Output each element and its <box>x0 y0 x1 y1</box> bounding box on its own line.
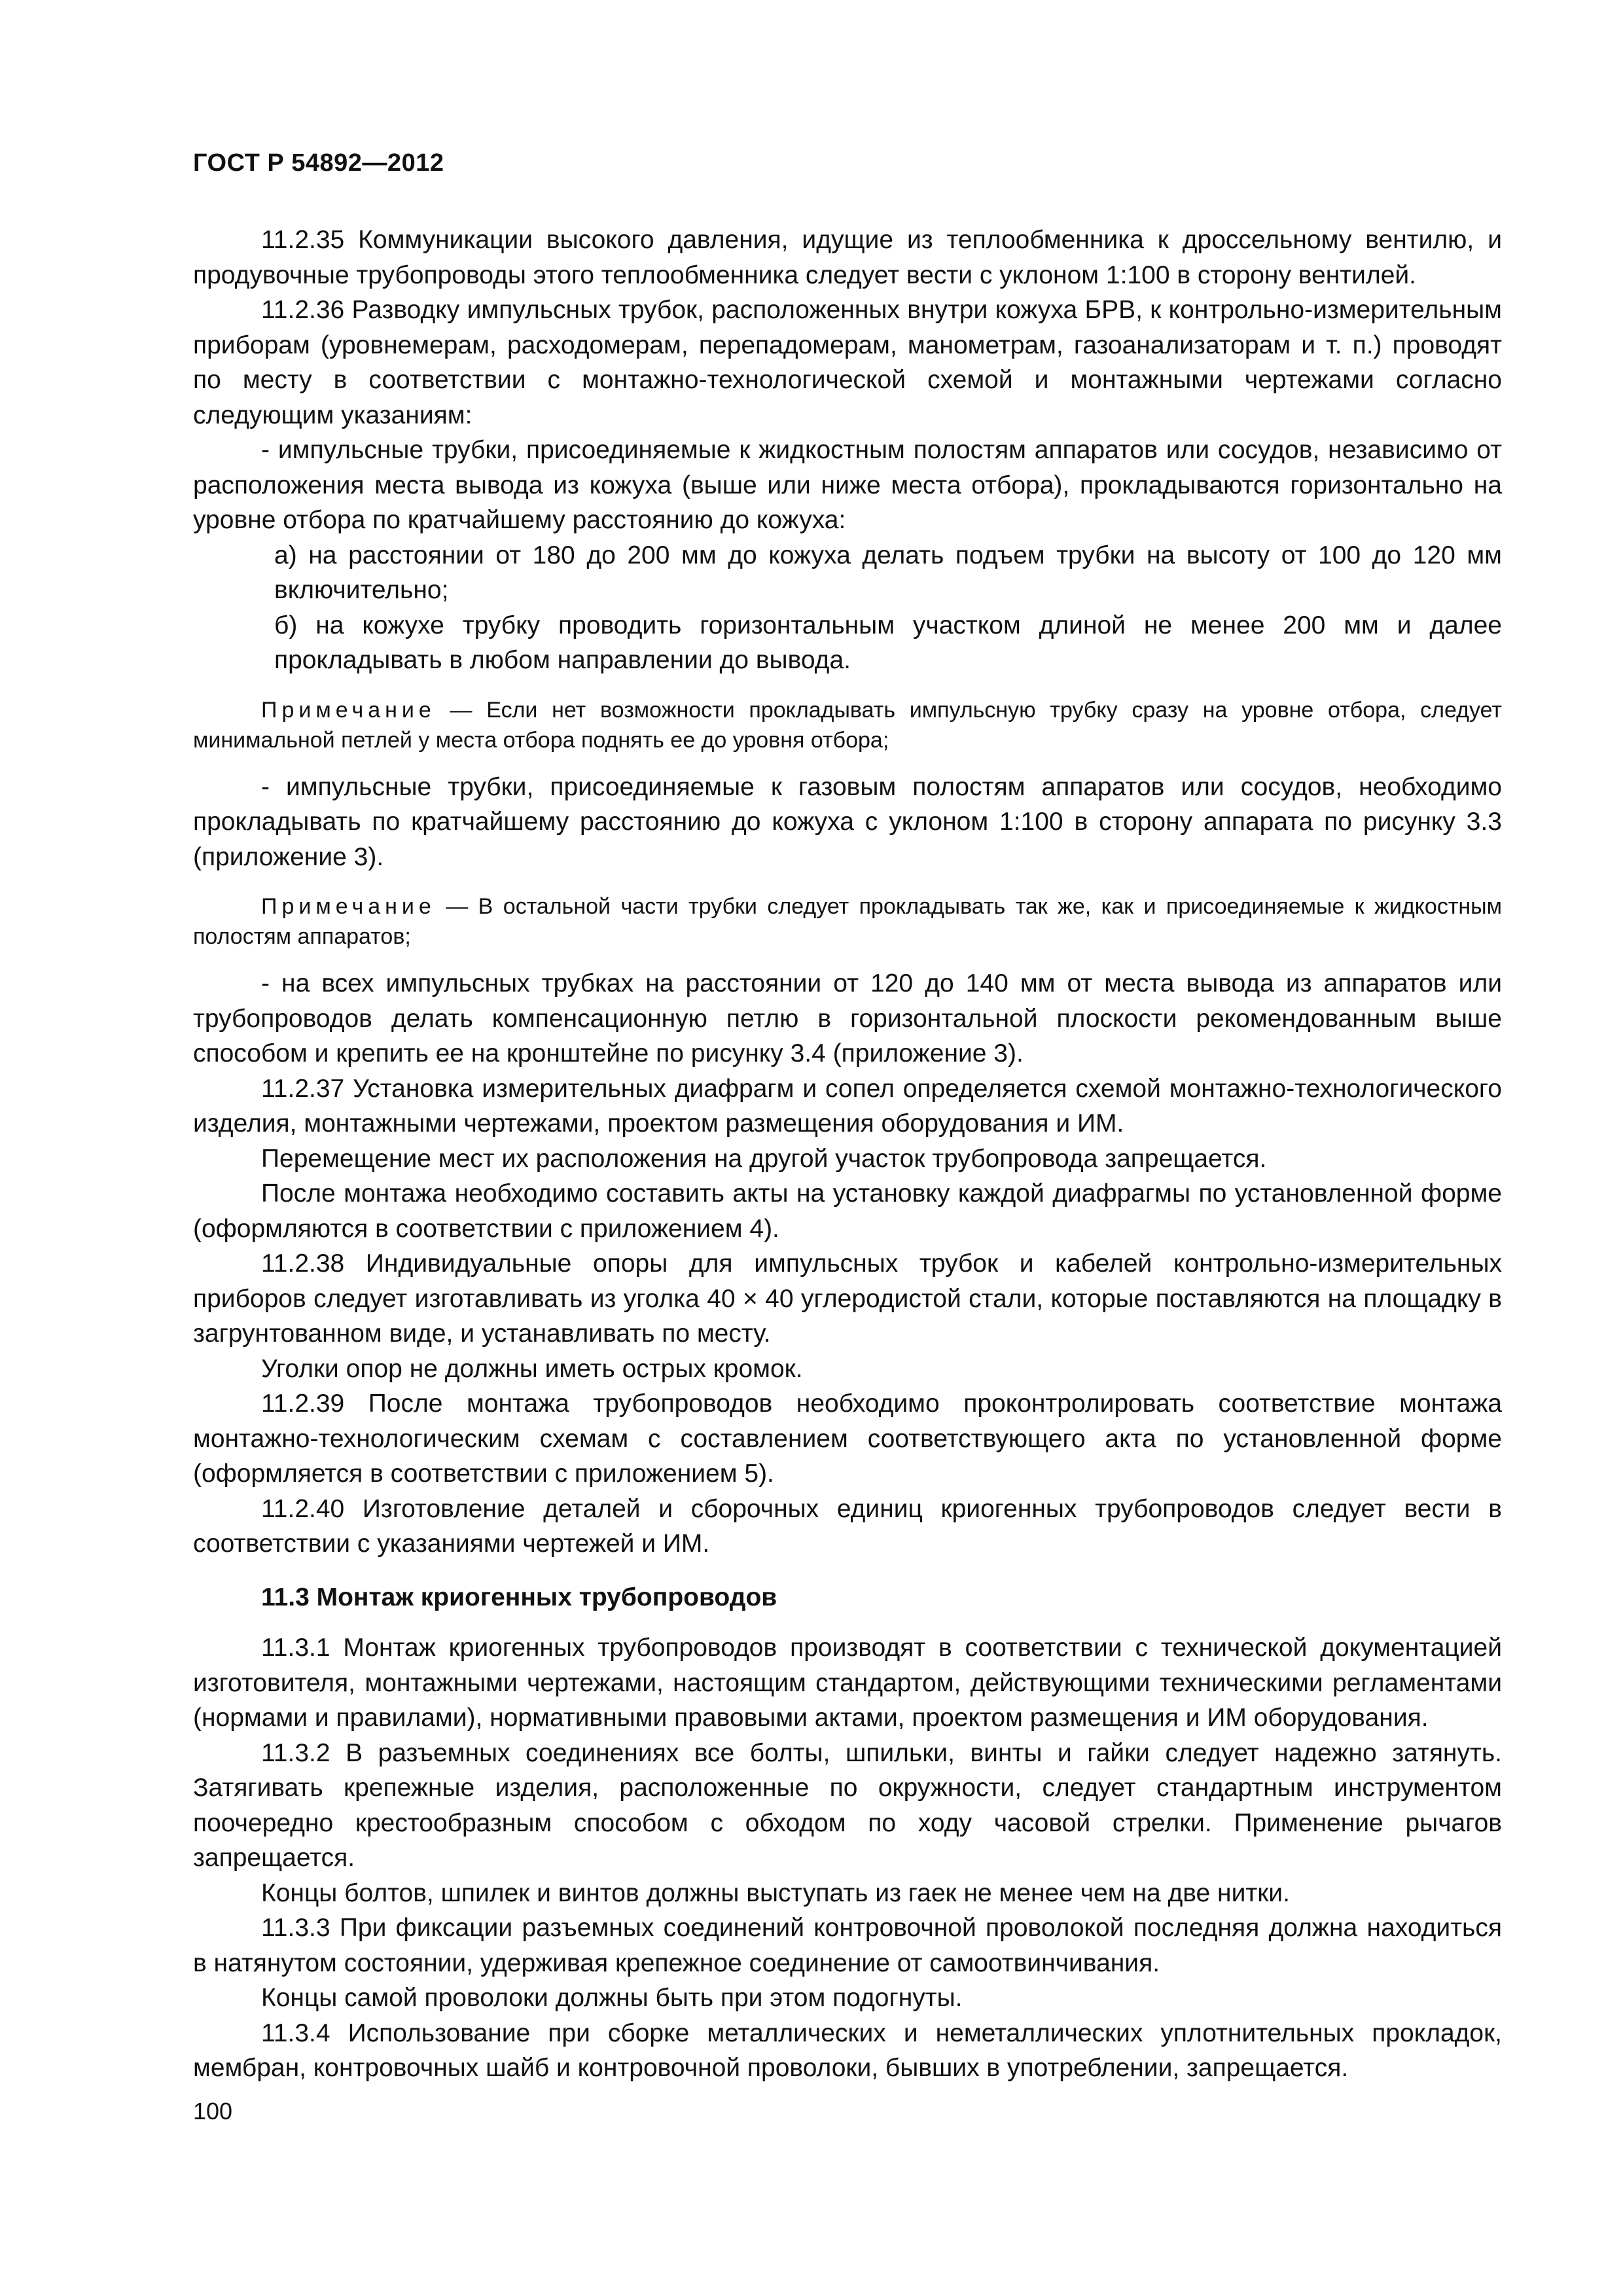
note-1 <box>193 695 1502 755</box>
note-text: — В остальной части трубки следует прокладывать так же, как и присоединяемые к жидкостным полостям аппаратов; <box>193 894 1502 949</box>
document-header: ГОСТ Р 54892—2012 <box>193 149 444 177</box>
list-subitem-a: а) на расстоянии от 180 до 200 мм до кожуха делать подъем трубки на высоту от 100 до 120 мм включительно; <box>274 541 1502 604</box>
paragraph-11-3-3: 11.3.3 При фиксации разъемных соединений контровочной проволокой последняя должна находиться в натянутом состоянии, удерживая крепежное соединение от самоотвинчивания. <box>193 1914 1502 1977</box>
paragraph-relocation: Перемещение мест их расположения на другой участок трубопровода запрещается. <box>261 1144 1267 1173</box>
list-item-gas-tubes: - импульсные трубки, присоединяемые к газовым полостям аппаратов или сосудов, необходимо прокладывать по кратчайшему расстоянию до кожуха с уклоном 1:100 в сторону аппарата по рисунку 3.3 (приложение 3). <box>193 772 1502 871</box>
note-2 <box>193 891 1502 952</box>
list-item-liquid-tubes: - импульсные трубки, присоединяемые к жидкостным полостям аппаратов или сосудов, независимо от расположения места вывода из кожуха (выше или ниже места отбора), прокладываются горизонтально на уровне отбора по кратчайшему расстоянию до кожуха: <box>193 436 1502 534</box>
page-number: 100 <box>193 2098 233 2125</box>
paragraph-11-3-1: 11.3.1 Монтаж криогенных трубопроводов производят в соответствии с технической документацией изготовителя, монтажными чертежами, настоящим стандартом, действующими техническими регламентами (нормами и правилами), нормативными правовыми актами, проектом размещения и ИМ оборудования. <box>193 1634 1502 1732</box>
paragraph-11-2-39: 11.2.39 После монтажа трубопроводов необходимо проконтролировать соответствие монтажа монтажно-технологическим схемам с составлением соответствующего акта по установленной форме (оформляется в соответствии с приложением 5). <box>193 1390 1502 1488</box>
list-item-compensation-loop: - на всех импульсных трубках на расстоянии от 120 до 140 мм от места вывода из аппаратов или трубопроводов делать компенсационную петлю в горизонтальной плоскости рекомендованным выше способом и крепить ее на кронштейне по рисунку 3.4 (приложение 3). <box>193 969 1502 1067</box>
paragraph-11-2-36: 11.2.36 Разводку импульсных трубок, расположенных внутри кожуха БРВ, к контрольно-измерительным приборам (уровнемерам, расходомерам, перепадомерам, манометрам, газоанализаторам и т. п.) проводят по месту в соответствии с монтажно-технологической схемой и монтажными чертежами согласно следующим указаниям: <box>193 296 1502 429</box>
paragraph-bolt-ends: Концы болтов, шпилек и винтов должны выступать из гаек не менее чем на две нитки. <box>261 1878 1290 1907</box>
paragraph-corners: Уголки опор не должны иметь острых кромок. <box>261 1354 803 1383</box>
note-label: Примечание <box>261 697 436 723</box>
paragraph-11-2-37: 11.2.37 Установка измерительных диафрагм и сопел определяется схемой монтажно-технологического изделия, монтажными чертежами, проектом размещения оборудования и ИМ. <box>193 1074 1502 1138</box>
paragraph-11-2-40: 11.2.40 Изготовление деталей и сборочных единиц криогенных трубопроводов следует вести в соответствии с указаниями чертежей и ИМ. <box>193 1494 1502 1558</box>
list-subitem-b: б) на кожухе трубку проводить горизонтальным участком длиной не менее 200 мм и далее прокладывать в любом направлении до вывода. <box>274 611 1502 674</box>
paragraph-11-3-4: 11.3.4 Использование при сборке металлических и неметаллических уплотнительных прокладок, мембран, контровочных шайб и контровочной проволоки, бывших в употреблении, запрещается. <box>193 2018 1502 2082</box>
note-text: — Если нет возможности прокладывать импульсную трубку сразу на уровне отбора, следует минимальной петлей у места отбора поднять ее до уровня отбора; <box>193 697 1502 753</box>
document-body <box>193 223 1502 2086</box>
section-heading: 11.3 Монтаж криогенных трубопроводов <box>261 1583 777 1611</box>
paragraph-acts: После монтажа необходимо составить акты на установку каждой диафрагмы по установленной форме (оформляются в соответствии с приложением 4). <box>193 1179 1502 1243</box>
note-label: Примечание <box>261 894 436 919</box>
paragraph-11-3-2: 11.3.2 В разъемных соединениях все болты, шпильки, винты и гайки следует надежно затянуть. Затягивать крепежные изделия, расположенные по окружности, следует стандартным инструментом поочередно крестообразным способом с обходом по ходу часовой стрелки. Применение рычагов запрещается. <box>193 1738 1502 1872</box>
paragraph-11-2-35: 11.2.35 Коммуникации высокого давления, идущие из теплообменника к дроссельному вентилю, и продувочные трубопроводы этого теплообменника следует вести с уклоном 1:100 в сторону вентилей. <box>193 226 1502 289</box>
paragraph-11-2-38: 11.2.38 Индивидуальные опоры для импульсных трубок и кабелей контрольно-измерительных приборов следует изготавливать из уголка 40 × 40 углеродистой стали, которые поставляются на площадку в загрунтованном виде, и устанавливать по месту. <box>193 1249 1502 1348</box>
paragraph-wire-ends: Концы самой проволоки должны быть при этом подогнуты. <box>261 1984 963 2012</box>
